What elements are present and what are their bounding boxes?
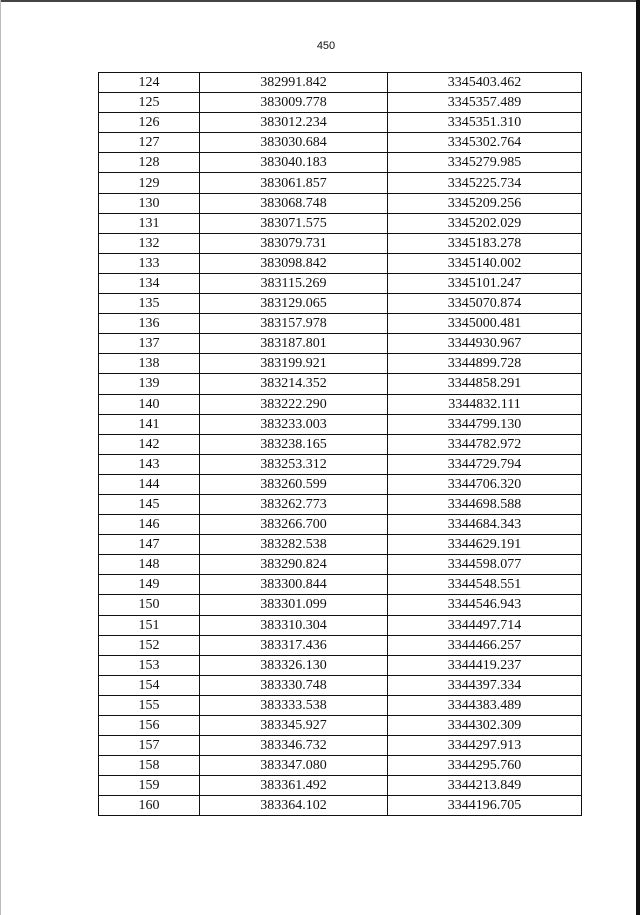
table-row	[99, 655, 582, 675]
y-coordinate-cell: 3344598.077	[388, 555, 582, 575]
x-coordinate-cell: 383199.921	[200, 354, 388, 374]
x-coordinate-cell: 383282.538	[200, 535, 388, 555]
point-number-cell: 134	[99, 273, 200, 293]
x-coordinate-cell: 383157.978	[200, 314, 388, 334]
y-coordinate-cell: 3344213.849	[388, 776, 582, 796]
point-number-cell: 130	[99, 193, 200, 213]
table-row	[99, 515, 582, 535]
point-number-cell: 140	[99, 394, 200, 414]
x-coordinate-cell: 383098.842	[200, 253, 388, 273]
table-row	[99, 394, 582, 414]
table-row	[99, 434, 582, 454]
table-row	[99, 334, 582, 354]
table-row	[99, 314, 582, 334]
point-number-cell: 127	[99, 133, 200, 153]
table-row	[99, 635, 582, 655]
x-coordinate-cell: 383333.538	[200, 695, 388, 715]
y-coordinate-cell: 3344295.760	[388, 756, 582, 776]
x-coordinate-cell: 383222.290	[200, 394, 388, 414]
table-row	[99, 73, 582, 93]
y-coordinate-cell: 3344782.972	[388, 434, 582, 454]
x-coordinate-cell: 383364.102	[200, 796, 388, 816]
table-row	[99, 736, 582, 756]
point-number-cell: 157	[99, 736, 200, 756]
scan-edge-left	[0, 0, 1, 915]
x-coordinate-cell: 383012.234	[200, 113, 388, 133]
point-number-cell: 160	[99, 796, 200, 816]
x-coordinate-cell: 383326.130	[200, 655, 388, 675]
table-row	[99, 695, 582, 715]
y-coordinate-cell: 3344297.913	[388, 736, 582, 756]
point-number-cell: 124	[99, 73, 200, 93]
point-number-cell: 126	[99, 113, 200, 133]
x-coordinate-cell: 383071.575	[200, 213, 388, 233]
point-number-cell: 138	[99, 354, 200, 374]
point-number-cell: 152	[99, 635, 200, 655]
table-row	[99, 213, 582, 233]
point-number-cell: 146	[99, 515, 200, 535]
y-coordinate-cell: 3344196.705	[388, 796, 582, 816]
table-row	[99, 796, 582, 816]
table-row	[99, 133, 582, 153]
y-coordinate-cell: 3345357.489	[388, 93, 582, 113]
point-number-cell: 150	[99, 595, 200, 615]
y-coordinate-cell: 3344383.489	[388, 695, 582, 715]
table-row	[99, 354, 582, 374]
x-coordinate-cell: 383300.844	[200, 575, 388, 595]
point-number-cell: 135	[99, 294, 200, 314]
table-row	[99, 595, 582, 615]
point-number-cell: 139	[99, 374, 200, 394]
x-coordinate-cell: 383345.927	[200, 716, 388, 736]
y-coordinate-cell: 3344698.588	[388, 494, 582, 514]
point-number-cell: 142	[99, 434, 200, 454]
y-coordinate-cell: 3345183.278	[388, 233, 582, 253]
table-row	[99, 555, 582, 575]
table-row	[99, 756, 582, 776]
point-number-cell: 141	[99, 414, 200, 434]
table-row	[99, 675, 582, 695]
point-number-cell: 129	[99, 173, 200, 193]
x-coordinate-cell: 383187.801	[200, 334, 388, 354]
table-row	[99, 494, 582, 514]
x-coordinate-cell: 383290.824	[200, 555, 388, 575]
y-coordinate-cell: 3344419.237	[388, 655, 582, 675]
table-row	[99, 615, 582, 635]
point-number-cell: 137	[99, 334, 200, 354]
x-coordinate-cell: 383260.599	[200, 474, 388, 494]
x-coordinate-cell: 383347.080	[200, 756, 388, 776]
point-number-cell: 143	[99, 454, 200, 474]
table-row	[99, 93, 582, 113]
y-coordinate-cell: 3344497.714	[388, 615, 582, 635]
x-coordinate-cell: 383262.773	[200, 494, 388, 514]
x-coordinate-cell: 383266.700	[200, 515, 388, 535]
y-coordinate-cell: 3345101.247	[388, 273, 582, 293]
table-row	[99, 414, 582, 434]
y-coordinate-cell: 3345302.764	[388, 133, 582, 153]
y-coordinate-cell: 3344684.343	[388, 515, 582, 535]
y-coordinate-cell: 3345209.256	[388, 193, 582, 213]
y-coordinate-cell: 3344899.728	[388, 354, 582, 374]
point-number-cell: 131	[99, 213, 200, 233]
x-coordinate-cell: 383079.731	[200, 233, 388, 253]
y-coordinate-cell: 3344930.967	[388, 334, 582, 354]
y-coordinate-cell: 3344629.191	[388, 535, 582, 555]
table-row	[99, 113, 582, 133]
point-number-cell: 156	[99, 716, 200, 736]
x-coordinate-cell: 383310.304	[200, 615, 388, 635]
point-number-cell: 132	[99, 233, 200, 253]
x-coordinate-cell: 383330.748	[200, 675, 388, 695]
y-coordinate-cell: 3345070.874	[388, 294, 582, 314]
x-coordinate-cell: 383238.165	[200, 434, 388, 454]
y-coordinate-cell: 3344466.257	[388, 635, 582, 655]
x-coordinate-cell: 383301.099	[200, 595, 388, 615]
x-coordinate-cell: 383129.065	[200, 294, 388, 314]
y-coordinate-cell: 3345351.310	[388, 113, 582, 133]
x-coordinate-cell: 383030.684	[200, 133, 388, 153]
x-coordinate-cell: 383061.857	[200, 173, 388, 193]
table-row	[99, 253, 582, 273]
x-coordinate-cell: 383317.436	[200, 635, 388, 655]
table-row	[99, 294, 582, 314]
scan-edge-right	[636, 0, 640, 915]
y-coordinate-cell: 3345403.462	[388, 73, 582, 93]
table-row	[99, 193, 582, 213]
scan-edge-top	[0, 0, 640, 2]
y-coordinate-cell: 3345140.002	[388, 253, 582, 273]
point-number-cell: 149	[99, 575, 200, 595]
table-row	[99, 716, 582, 736]
y-coordinate-cell: 3344397.334	[388, 675, 582, 695]
x-coordinate-cell: 383009.778	[200, 93, 388, 113]
point-number-cell: 144	[99, 474, 200, 494]
y-coordinate-cell: 3344858.291	[388, 374, 582, 394]
table-row	[99, 374, 582, 394]
y-coordinate-cell: 3344729.794	[388, 454, 582, 474]
x-coordinate-cell: 383040.183	[200, 153, 388, 173]
x-coordinate-cell: 383233.003	[200, 414, 388, 434]
x-coordinate-cell: 383346.732	[200, 736, 388, 756]
point-number-cell: 145	[99, 494, 200, 514]
coordinate-table	[98, 72, 582, 816]
y-coordinate-cell: 3345202.029	[388, 213, 582, 233]
y-coordinate-cell: 3345225.734	[388, 173, 582, 193]
table-row	[99, 273, 582, 293]
point-number-cell: 147	[99, 535, 200, 555]
y-coordinate-cell: 3345279.985	[388, 153, 582, 173]
table-row	[99, 575, 582, 595]
table-row	[99, 233, 582, 253]
x-coordinate-cell: 383214.352	[200, 374, 388, 394]
y-coordinate-cell: 3344302.309	[388, 716, 582, 736]
y-coordinate-cell: 3345000.481	[388, 314, 582, 334]
table-row	[99, 454, 582, 474]
point-number-cell: 133	[99, 253, 200, 273]
x-coordinate-cell: 383253.312	[200, 454, 388, 474]
point-number-cell: 136	[99, 314, 200, 334]
table-row	[99, 535, 582, 555]
point-number-cell: 148	[99, 555, 200, 575]
y-coordinate-cell: 3344706.320	[388, 474, 582, 494]
point-number-cell: 151	[99, 615, 200, 635]
page-number: 450	[316, 40, 336, 52]
point-number-cell: 158	[99, 756, 200, 776]
point-number-cell: 155	[99, 695, 200, 715]
x-coordinate-cell: 383115.269	[200, 273, 388, 293]
x-coordinate-cell: 383361.492	[200, 776, 388, 796]
point-number-cell: 153	[99, 655, 200, 675]
table-row	[99, 153, 582, 173]
y-coordinate-cell: 3344832.111	[388, 394, 582, 414]
table-row	[99, 173, 582, 193]
y-coordinate-cell: 3344546.943	[388, 595, 582, 615]
x-coordinate-cell: 383068.748	[200, 193, 388, 213]
point-number-cell: 159	[99, 776, 200, 796]
table-row	[99, 474, 582, 494]
y-coordinate-cell: 3344799.130	[388, 414, 582, 434]
coordinate-table-body	[99, 73, 582, 816]
point-number-cell: 154	[99, 675, 200, 695]
table-row	[99, 776, 582, 796]
x-coordinate-cell: 382991.842	[200, 73, 388, 93]
y-coordinate-cell: 3344548.551	[388, 575, 582, 595]
point-number-cell: 128	[99, 153, 200, 173]
point-number-cell: 125	[99, 93, 200, 113]
